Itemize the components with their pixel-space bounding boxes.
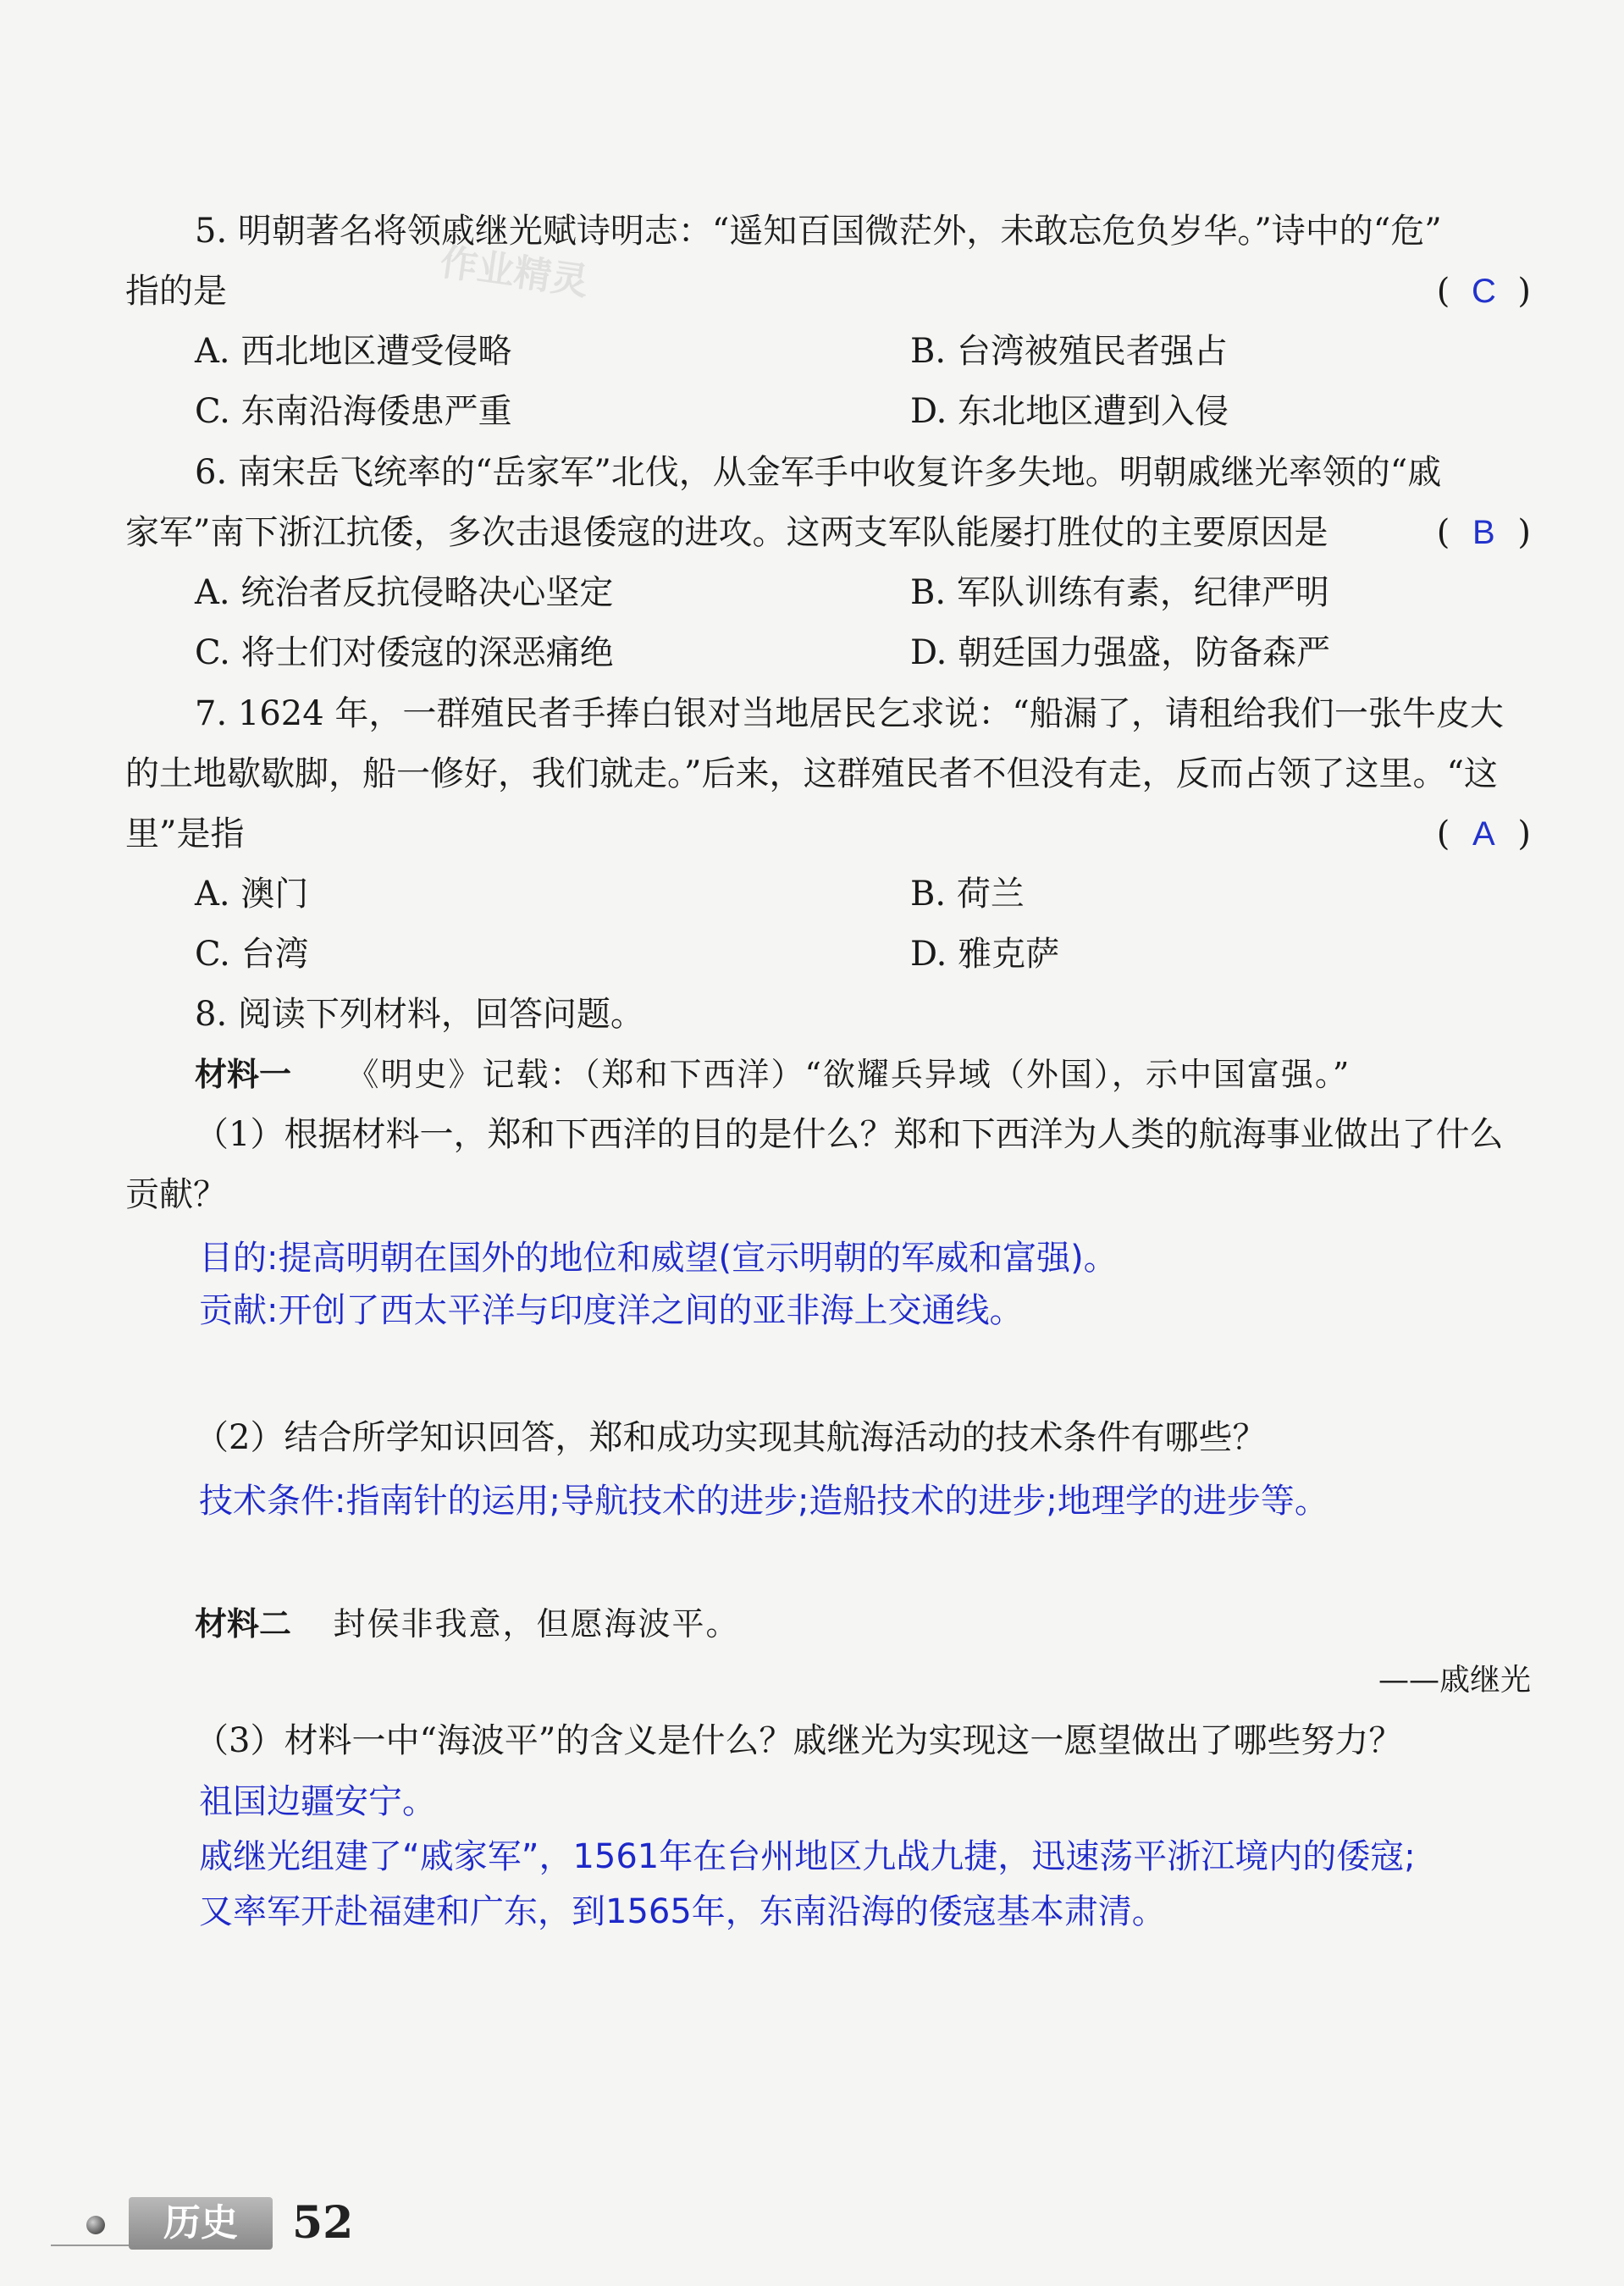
q6-stem-line1: 6. 南宋岳飞统率的“岳家军”北伐，从金军手中收复许多失地。明朝戚继光率领的“戚 bbox=[195, 453, 1442, 492]
q7-option-d: D. 雅克萨 bbox=[910, 935, 1060, 974]
material1-text: 《明史》记载：（郑和下西洋）“欲耀兵异域（外国），示中国富强。” bbox=[346, 1056, 1351, 1093]
q5-option-c: C. 东南沿海倭患严重 bbox=[195, 392, 512, 431]
footer-bullet-icon bbox=[86, 2216, 105, 2234]
q5-stem-line1: 5. 明朝著名将领戚继光赋诗明志：“遥知百国微茫外，未敢忘危负岁华。”诗中的“危” bbox=[195, 212, 1442, 251]
q8-intro: 8. 阅读下列材料，回答问题。 bbox=[195, 995, 644, 1034]
q7-answer: ( A ) bbox=[1437, 810, 1531, 858]
q6-option-d: D. 朝廷国力强盛，防备森严 bbox=[910, 633, 1331, 672]
q8-sub2: （2）结合所学知识回答，郑和成功实现其航海活动的技术条件有哪些？ bbox=[195, 1418, 1267, 1457]
q7-option-c: C. 台湾 bbox=[195, 935, 309, 974]
watermark: 作业精灵 bbox=[437, 240, 592, 304]
q8-sub1-line1: （1）根据材料一，郑和下西洋的目的是什么？郑和下西洋为人类的航海事业做出了什么 bbox=[195, 1115, 1504, 1154]
q6-option-b: B. 军队训练有素，纪律严明 bbox=[910, 573, 1329, 612]
q7-stem-line3: 里”是指 bbox=[125, 814, 245, 853]
material2-text: 封侯非我意，但愿海波平。 bbox=[333, 1605, 740, 1643]
q8-answer2: 技术条件:指南针的运用;导航技术的进步;造船技术的进步;地理学的进步等。 bbox=[199, 1482, 1328, 1521]
q5-answer: ( C ) bbox=[1437, 268, 1531, 315]
q8-answer3-line2: 戚继光组建了“戚家军”，1561年在台州地区九战九捷，迅速荡平浙江境内的倭寇; bbox=[199, 1837, 1416, 1876]
material1-label: 材料一 bbox=[195, 1056, 292, 1093]
q6-answer-letter: B bbox=[1472, 514, 1495, 551]
q8-answer3-line1: 祖国边疆安宁。 bbox=[199, 1782, 436, 1821]
q8-sub1-line2: 贡献？ bbox=[125, 1175, 227, 1214]
q5-option-d: D. 东北地区遭到入侵 bbox=[910, 392, 1229, 431]
q7-answer-letter: A bbox=[1472, 815, 1495, 853]
q8-answer1-line1: 目的:提高明朝在国外的地位和威望(宣示明朝的军威和富强)。 bbox=[199, 1239, 1118, 1278]
q5-answer-letter: C bbox=[1471, 273, 1496, 310]
q5-stem-line2: 指的是 bbox=[125, 272, 227, 311]
q6-option-c: C. 将士们对倭寇的深恶痛绝 bbox=[195, 633, 614, 672]
q7-stem-line2: 的土地歇歇脚，船一修好，我们就走。”后来，这群殖民者不但没有走，反而占领了这里。“这 bbox=[125, 754, 1498, 793]
q6-stem-line2: 家军”南下浙江抗倭，多次击退倭寇的进攻。这两支军队能屡打胜仗的主要原因是 bbox=[125, 513, 1328, 552]
page-number: 52 bbox=[292, 2197, 354, 2249]
q8-material2 bbox=[195, 1600, 1600, 1648]
q7-option-b: B. 荷兰 bbox=[910, 875, 1025, 914]
material2-label: 材料二 bbox=[195, 1605, 292, 1643]
q5-option-b: B. 台湾被殖民者强占 bbox=[910, 332, 1228, 371]
q7-stem-line1: 7. 1624 年，一群殖民者手捧白银对当地居民乞求说：“船漏了，请租给我们一张牛皮大 bbox=[195, 694, 1504, 733]
q8-material1 bbox=[195, 1051, 1600, 1098]
q6-answer: ( B ) bbox=[1437, 509, 1531, 556]
q8-sub3: （3）材料一中“海波平”的含义是什么？戚继光为实现这一愿望做出了哪些努力？ bbox=[195, 1721, 1403, 1760]
q6-option-a: A. 统治者反抗侵略决心坚定 bbox=[195, 573, 614, 612]
q8-answer3-line3: 又率军开赴福建和广东，到1565年，东南沿海的倭寇基本肃清。 bbox=[199, 1892, 1166, 1931]
q8-answer1-line2: 贡献:开创了西太平洋与印度洋之间的亚非海上交通线。 bbox=[199, 1291, 1024, 1330]
q7-option-a: A. 澳门 bbox=[195, 875, 309, 914]
material2-source: ——戚继光 bbox=[1378, 1663, 1531, 1698]
page-footer bbox=[51, 2189, 389, 2256]
q5-option-a: A. 西北地区遭受侵略 bbox=[195, 332, 512, 371]
subject-label: 历史 bbox=[129, 2197, 273, 2250]
